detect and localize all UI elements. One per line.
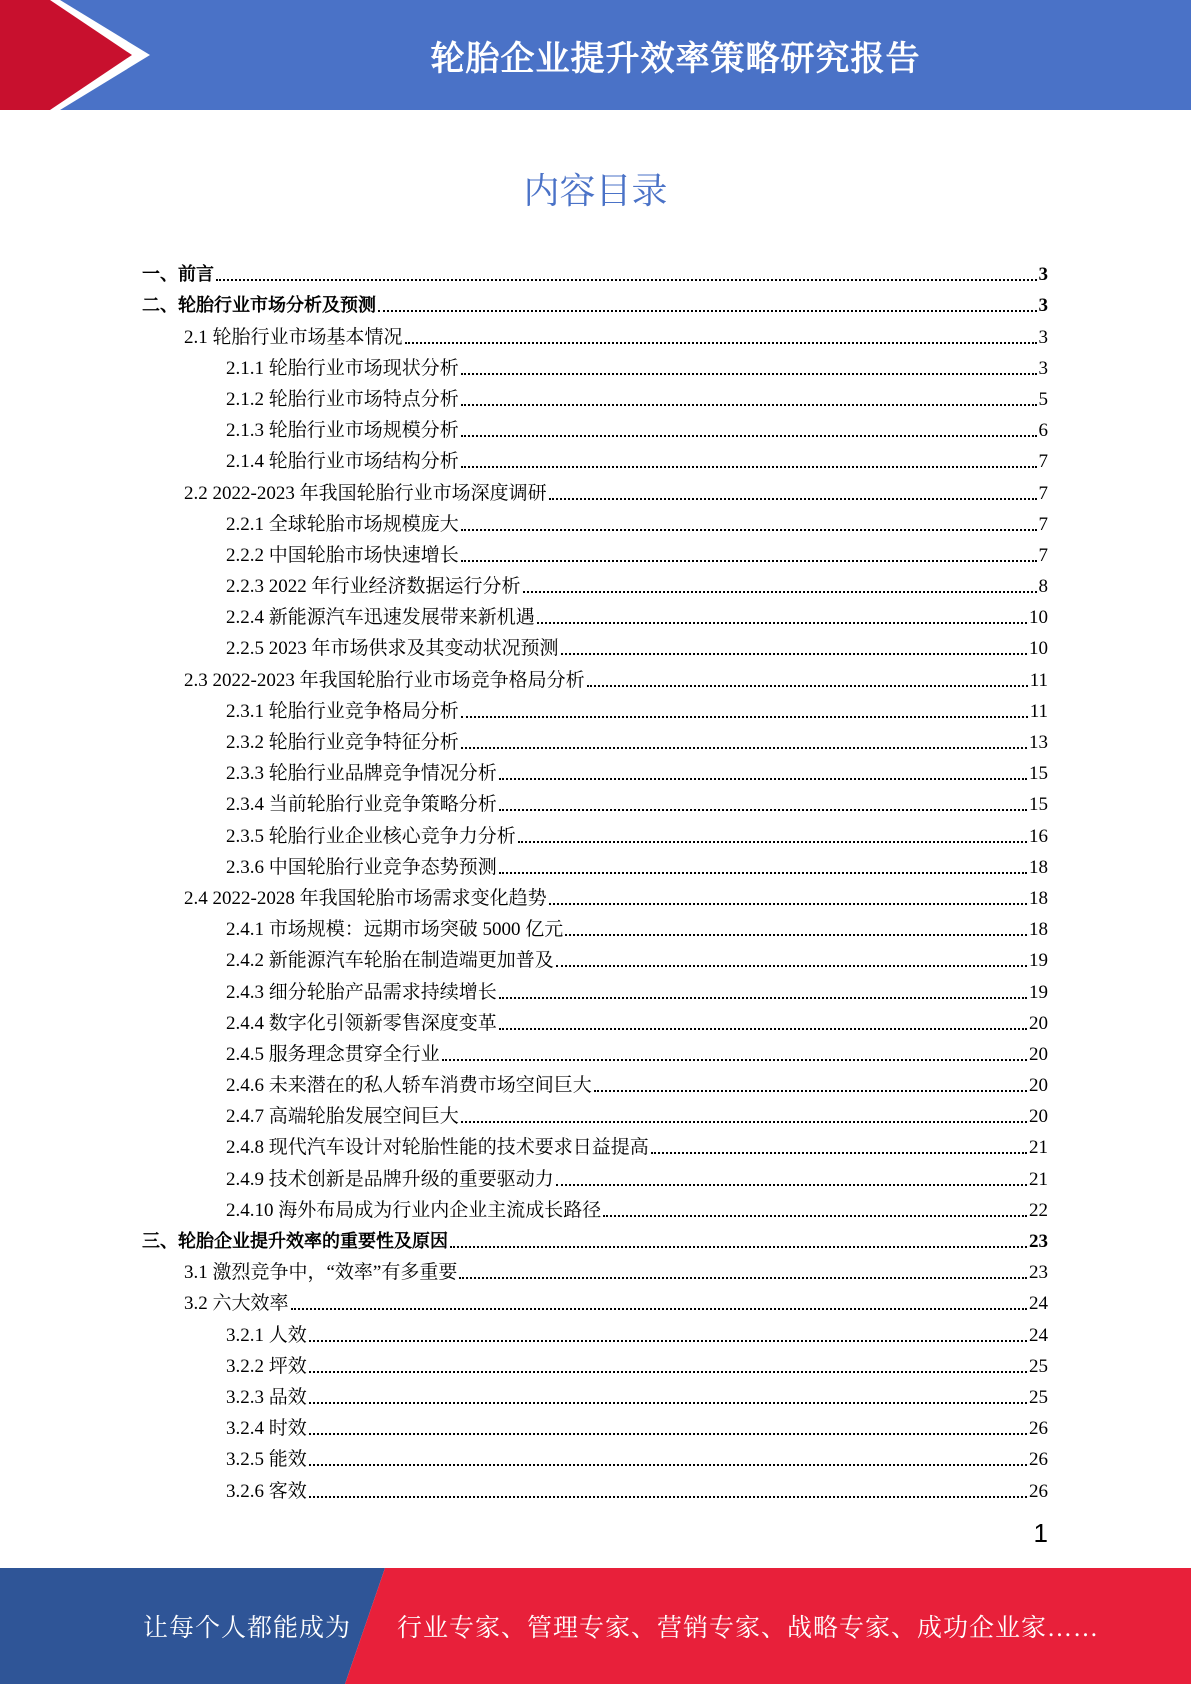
- toc-entry-page: 26: [1029, 1418, 1048, 1440]
- toc-entry-page: 13: [1029, 732, 1048, 753]
- toc-entry-label: 2.2 2022-2023 年我国轮胎行业市场深度调研: [184, 482, 547, 504]
- toc-entry-page: 20: [1029, 1106, 1048, 1128]
- toc-entry-page: 3: [1038, 326, 1048, 348]
- toc-leader-dots: [405, 342, 1037, 344]
- toc-entry[interactable]: [142, 1471, 1048, 1502]
- toc-entry-page: 10: [1029, 638, 1048, 660]
- red-arrow-icon: [0, 0, 160, 110]
- toc-entry-label: 2.4.1 市场规模：远期市场突破 5000 亿元: [226, 919, 564, 941]
- toc-leader-dots: [549, 903, 1027, 905]
- toc-leader-dots: [603, 1215, 1027, 1217]
- toc-leader-dots: [461, 373, 1037, 375]
- toc-leader-dots: [499, 872, 1027, 874]
- toc-entry-label: 3.2.2 坪效: [226, 1355, 307, 1377]
- toc-entry[interactable]: [142, 567, 1048, 598]
- toc-entry-page: 20: [1029, 1075, 1048, 1097]
- toc-entry-label: 2.4.7 高端轮胎发展空间巨大: [226, 1106, 459, 1128]
- toc-entry-label: 2.4.9 技术创新是品牌升级的重要驱动力: [226, 1168, 554, 1190]
- toc-entry[interactable]: [142, 972, 1048, 1003]
- toc-leader-dots: [309, 1340, 1027, 1342]
- toc-entry[interactable]: [142, 1347, 1048, 1378]
- toc-entry-label: 2.4.2 新能源汽车轮胎在制造端更加普及: [226, 950, 554, 972]
- toc-entry-page: 3: [1038, 264, 1048, 286]
- toc-entry[interactable]: [142, 411, 1048, 442]
- toc-entry[interactable]: [142, 1066, 1048, 1097]
- toc-entry-label: 2.4.8 现代汽车设计对轮胎性能的技术要求日益提高: [226, 1137, 649, 1159]
- toc-entry-label: 2.1.4 轮胎行业市场结构分析: [226, 451, 459, 473]
- toc-entry-label: 2.3.2 轮胎行业竞争特征分析: [226, 732, 459, 753]
- toc-leader-dots: [461, 560, 1037, 562]
- toc-entry[interactable]: [142, 317, 1048, 348]
- toc-leader-dots: [442, 1059, 1027, 1061]
- toc-entry[interactable]: [142, 505, 1048, 536]
- toc-entry-label: 3.2.3 品效: [226, 1386, 307, 1408]
- toc-entry[interactable]: [142, 1004, 1048, 1035]
- toc-entry-page: 22: [1029, 1199, 1048, 1221]
- toc-leader-dots: [499, 1028, 1027, 1030]
- toc-entry-label: 2.2.5 2023 年市场供求及其变动状况预测: [226, 638, 559, 660]
- toc-leader-dots: [309, 1371, 1027, 1373]
- toc-leader-dots: [594, 1090, 1027, 1092]
- toc-leader-dots: [450, 1246, 1027, 1248]
- toc-entry[interactable]: [142, 910, 1048, 941]
- toc-leader-dots: [461, 404, 1037, 406]
- toc-entry-label: 2.2.1 全球轮胎市场规模庞大: [226, 513, 459, 535]
- toc-leader-dots: [309, 1464, 1027, 1466]
- toc-entry-label: 2.4.3 细分轮胎产品需求持续增长: [226, 981, 497, 1003]
- toc-leader-dots: [556, 965, 1027, 967]
- toc-entry-page: 11: [1029, 700, 1048, 722]
- toc-entry-label: 3.2.4 时效: [226, 1418, 307, 1440]
- toc-entry[interactable]: [142, 1315, 1048, 1346]
- toc-entry[interactable]: [142, 1440, 1048, 1471]
- toc-entry-label: 2.1.1 轮胎行业市场现状分析: [226, 357, 459, 379]
- toc-leader-dots: [461, 716, 1028, 718]
- toc-entry[interactable]: [142, 848, 1048, 879]
- toc-leader-dots: [309, 1496, 1027, 1498]
- toc-entry-page: 21: [1029, 1168, 1048, 1190]
- toc-entry-label: 2.3 2022-2023 年我国轮胎行业市场竞争格局分析: [184, 669, 585, 691]
- toc-leader-dots: [461, 1121, 1027, 1123]
- toc-entry[interactable]: [142, 473, 1048, 504]
- toc-entry-label: 2.3.1 轮胎行业竞争格局分析: [226, 700, 459, 722]
- toc-entry-page: 7: [1038, 544, 1048, 566]
- toc-entry[interactable]: [142, 629, 1048, 660]
- toc-entry[interactable]: [142, 1191, 1048, 1222]
- toc-entry-label: 2.1.3 轮胎行业市场规模分析: [226, 420, 459, 442]
- toc-entry-page: 23: [1029, 1262, 1048, 1284]
- toc-leader-dots: [556, 1184, 1027, 1186]
- toc-entry[interactable]: [142, 1222, 1048, 1253]
- toc-entry[interactable]: [142, 1284, 1048, 1315]
- toc-entry-label: 2.4.4 数字化引领新零售深度变革: [226, 1012, 497, 1034]
- toc-entry-label: 3.2.1 人效: [226, 1324, 307, 1346]
- toc-entry[interactable]: [142, 442, 1048, 473]
- report-title: 轮胎企业提升效率策略研究报告: [430, 38, 921, 79]
- toc-entry[interactable]: [142, 349, 1048, 380]
- toc-entry-label: 三、轮胎企业提升效率的重要性及原因: [142, 1231, 448, 1252]
- toc-entry-label: 3.1 激烈竞争中，“效率”有多重要: [184, 1262, 458, 1284]
- table-of-contents: [142, 255, 1048, 1503]
- page-header: [0, 0, 1191, 110]
- toc-entry-page: 7: [1038, 482, 1048, 504]
- toc-entry-page: 15: [1029, 794, 1048, 816]
- toc-entry[interactable]: [142, 816, 1048, 847]
- toc-entry[interactable]: [142, 754, 1048, 785]
- toc-entry-label: 2.2.4 新能源汽车迅速发展带来新机遇: [226, 607, 535, 629]
- toc-leader-dots: [499, 809, 1027, 811]
- toc-entry-label: 2.3.6 中国轮胎行业竞争态势预测: [226, 856, 497, 878]
- toc-entry-page: 7: [1038, 451, 1048, 473]
- toc-entry[interactable]: [142, 1097, 1048, 1128]
- toc-entry-label: 一、前言: [142, 264, 214, 286]
- toc-entry-label: 2.2.2 中国轮胎市场快速增长: [226, 544, 459, 566]
- toc-entry-label: 2.1.2 轮胎行业市场特点分析: [226, 388, 459, 410]
- toc-entry[interactable]: [142, 660, 1048, 691]
- toc-leader-dots: [523, 591, 1037, 593]
- toc-entry[interactable]: [142, 785, 1048, 816]
- toc-entry-page: 15: [1029, 763, 1048, 785]
- toc-entry-label: 2.2.3 2022 年行业经济数据运行分析: [226, 576, 521, 598]
- toc-entry-page: 21: [1029, 1137, 1048, 1159]
- page-footer: [0, 1568, 1191, 1684]
- toc-leader-dots: [499, 997, 1027, 999]
- toc-entry-label: 2.1 轮胎行业市场基本情况: [184, 326, 403, 348]
- toc-entry[interactable]: [142, 1253, 1048, 1284]
- toc-entry-label: 2.3.5 轮胎行业企业核心竞争力分析: [226, 825, 516, 847]
- toc-leader-dots: [461, 435, 1037, 437]
- toc-leader-dots: [461, 529, 1037, 531]
- toc-leader-dots: [378, 310, 1037, 312]
- toc-entry-label: 2.3.3 轮胎行业品牌竞争情况分析: [226, 763, 497, 785]
- toc-entry-label: 2.4 2022-2028 年我国轮胎市场需求变化趋势: [184, 887, 547, 909]
- toc-entry-page: 24: [1029, 1293, 1048, 1315]
- toc-entry-label: 3.2.6 客效: [226, 1480, 307, 1502]
- toc-entry[interactable]: [142, 255, 1048, 286]
- toc-entry[interactable]: [142, 1409, 1048, 1440]
- toc-entry-page: 11: [1029, 669, 1048, 691]
- toc-entry-page: 18: [1029, 856, 1048, 878]
- toc-entry[interactable]: [142, 1378, 1048, 1409]
- toc-entry-page: 10: [1029, 607, 1048, 629]
- toc-entry[interactable]: [142, 536, 1048, 567]
- page-number: 1: [1033, 1518, 1048, 1548]
- toc-leader-dots: [216, 279, 1037, 281]
- toc-entry[interactable]: [142, 723, 1048, 754]
- toc-leader-dots: [537, 622, 1027, 624]
- toc-entry-page: 26: [1029, 1449, 1048, 1471]
- toc-entry-page: 25: [1029, 1386, 1048, 1408]
- footer-slogan-right: 行业专家、管理专家、营销专家、战略专家、成功企业家……: [397, 1615, 1100, 1642]
- toc-leader-dots: [459, 1277, 1027, 1279]
- toc-entry[interactable]: [142, 879, 1048, 910]
- toc-entry-label: 2.4.10 海外布局成为行业内企业主流成长路径: [226, 1199, 602, 1221]
- toc-entry-page: 20: [1029, 1012, 1048, 1034]
- toc-leader-dots: [518, 841, 1027, 843]
- toc-entry-page: 26: [1029, 1480, 1048, 1502]
- toc-entry-page: 8: [1038, 576, 1048, 598]
- toc-entry-page: 24: [1029, 1324, 1048, 1346]
- toc-entry[interactable]: [142, 1128, 1048, 1159]
- toc-entry-page: 7: [1038, 513, 1048, 535]
- toc-entry-page: 3: [1038, 357, 1048, 379]
- toc-leader-dots: [565, 934, 1027, 936]
- toc-entry[interactable]: [142, 692, 1048, 723]
- toc-leader-dots: [651, 1152, 1027, 1154]
- toc-entry-label: 二、轮胎行业市场分析及预测: [142, 295, 376, 317]
- toc-leader-dots: [561, 653, 1027, 655]
- toc-entry-page: 19: [1029, 981, 1048, 1003]
- toc-entry-label: 2.4.5 服务理念贯穿全行业: [226, 1043, 440, 1065]
- toc-entry[interactable]: [142, 1035, 1048, 1066]
- toc-leader-dots: [499, 778, 1027, 780]
- toc-entry[interactable]: [142, 380, 1048, 411]
- toc-leader-dots: [461, 466, 1037, 468]
- toc-heading: 内容目录: [523, 171, 668, 212]
- toc-entry-page: 20: [1029, 1043, 1048, 1065]
- toc-entry-page: 19: [1029, 950, 1048, 972]
- toc-leader-dots: [309, 1402, 1027, 1404]
- toc-leader-dots: [309, 1433, 1027, 1435]
- toc-entry-page: 23: [1029, 1231, 1048, 1252]
- toc-entry-page: 18: [1029, 919, 1048, 941]
- toc-leader-dots: [291, 1308, 1027, 1310]
- toc-entry[interactable]: [142, 286, 1048, 317]
- toc-entry-page: 16: [1029, 825, 1048, 847]
- toc-leader-dots: [549, 498, 1037, 500]
- toc-entry-page: 6: [1038, 420, 1048, 442]
- toc-entry-page: 5: [1038, 388, 1048, 410]
- toc-entry-label: 3.2.5 能效: [226, 1449, 307, 1471]
- toc-entry-label: 3.2 六大效率: [184, 1293, 289, 1315]
- toc-entry[interactable]: [142, 1159, 1048, 1190]
- toc-leader-dots: [461, 747, 1027, 749]
- toc-entry[interactable]: [142, 941, 1048, 972]
- toc-leader-dots: [587, 685, 1028, 687]
- toc-entry-page: 3: [1038, 295, 1048, 317]
- footer-slogan-left: 让每个人都能成为: [143, 1615, 352, 1642]
- toc-entry[interactable]: [142, 598, 1048, 629]
- toc-entry-label: 2.3.4 当前轮胎行业竞争策略分析: [226, 794, 497, 816]
- toc-entry-label: 2.4.6 未来潜在的私人轿车消费市场空间巨大: [226, 1075, 592, 1097]
- toc-entry-page: 18: [1029, 887, 1048, 909]
- toc-entry-page: 25: [1029, 1355, 1048, 1377]
